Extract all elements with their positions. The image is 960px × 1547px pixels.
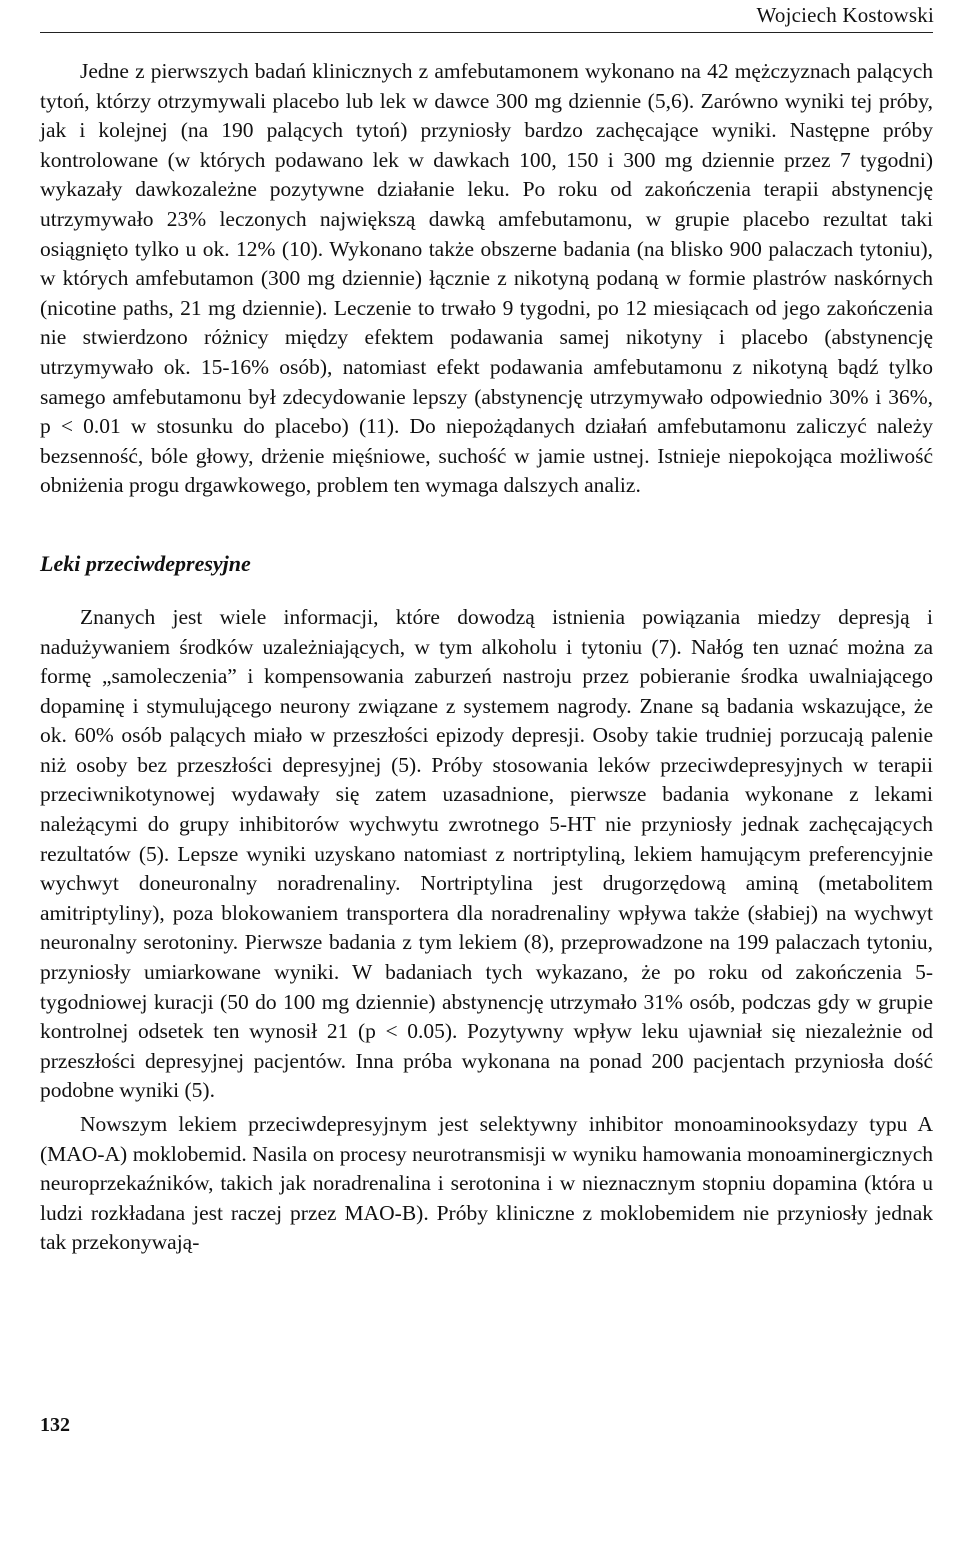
running-head-author: Wojciech Kostowski xyxy=(756,3,934,27)
paragraph-depression-link: Znanych jest wiele informacji, które dowodzą istnienia powiązania miedzy depresją i nadużywaniem środków uzależniających, w tym alkoholu i tytoniu (7). Nałóg ten uznać można za formę „samoleczenia” i kompensowania zaburzeń nastroju przez pobieranie środka uwalniającego dopaminę i stymulującego neurony związane z systemem nagrody. Znane są badania wskazujące, że ok. 60% osób palących miało w przeszłości epizody depresji. Osoby takie trudniej porzucają palenie niż osoby bez przeszłości depresyjnej (5). Próby stosowania leków przeciwdepresyjnych w terapii przeciwnikotynowej wydawały się zatem uzasadnione, pierwsze badania wykonane z lekami należącymi do grupy inhibitorów wychwytu zwrotnego 5-HT nie przyniosły jednak zachęcających rezultatów (5). Lepsze wyniki uzyskano natomiast z nortriptyliną, lekiem hamującym preferencyjnie wychwyt doneuronalny noradrenaliny. Nortriptylina jest drugorzędową aminą (metabolitem amitriptyliny), poza blokowaniem transportera dla noradrenaliny wpływa także (słabiej) na wychwyt neuronalny serotoniny. Pierwsze badania z tym lekiem (8), przeprowadzone na 199 palaczach tytoniu, przyniosły umiarkowane wyniki. W badaniach tych wykazano, że po roku od zakończenia 5-tygodniowej kuracji (50 do 100 mg dziennie) abstynencję utrzymało 31% osób, podczas gdy w grupie kontrolnej odsetek ten wynosił 21 (p < 0.05). Pozytywny wpływ leku ujawniał się niezależnie od przeszłości depresyjnej pacjentów. Inna próba wykonana na ponad 200 pacjentach przyniosła dość podobne wyniki (5). xyxy=(40,604,933,1103)
page-body xyxy=(40,57,933,1258)
section-heading-antidepressants: Leki przeciwdepresyjne xyxy=(40,550,251,576)
page-number: 132 xyxy=(40,1414,70,1436)
paragraph-moclobemide: Nowszym lekiem przeciwdepresyjnym jest selektywny inhibitor monoaminooksydazy typu A (MAO-A) moklobemid. Nasila on procesy neurotransmisji w wyniku hamowania monoaminergicznych neuroprzekaźników, takich jak noradrenalina i serotonina i w nieznacznym stopniu dopamina (która u ludzi rozkładana jest raczej przez MAO-B). Próby kliniczne z moklobemidem nie przyniosły jednak tak przekonywają- xyxy=(40,1112,933,1255)
paragraph-amfebutamon-trials: Jedne z pierwszych badań klinicznych z amfebutamonem wykonano na 42 mężczyznach palących tytoń, którzy otrzymywali placebo lub lek w dawce 300 mg dziennie (5,6). Zarówno wyniki tej próby, jak i kolejnej (na 190 palących tytoń) przyniosły bardzo zachęcające wyniki. Następne próby kontrolowane (w których podawano lek w dawkach 100, 150 i 300 mg dziennie przez 7 tygodni) wykazały dawkozależne pozytywne działanie leku. Po roku od zakończenia terapii abstynencję utrzymywało 23% leczonych największą dawką amfebutamonu, w grupie placebo rezultat taki osiągnięto tylko u ok. 12% (10). Wykonano także obszerne badania (na blisko 900 palaczach tytoniu), w których amfebutamon (300 mg dziennie) łącznie z nikotyną podaną w formie plastrów naskórnych (nicotine paths, 21 mg dziennie). Leczenie to trwało 9 tygodni, po 12 miesiącach od jego zakończenia nie stwierdzono różnicy między efektem podawania samej nikotyny i placebo (abstynencję utrzymywało ok. 15-16% osób), natomiast efekt podawania amfebutamonu z nikotyną bądź tylko samego amfebutamonu był zdecydowanie lepszy (abstynencję utrzymywało odpowiednio 30% i 36%, p < 0.01 w stosunku do placebo) (11). Do niepożądanych działań amfebutamonu zaliczyć należy bezsenność, bóle głowy, drżenie mięśniowe, suchość w jamie ustnej. Istnieje niepokojąca możliwość obniżenia progu drgawkowego, problem ten wymaga dalszych analiz. xyxy=(40,59,933,498)
header-rule xyxy=(40,32,933,33)
